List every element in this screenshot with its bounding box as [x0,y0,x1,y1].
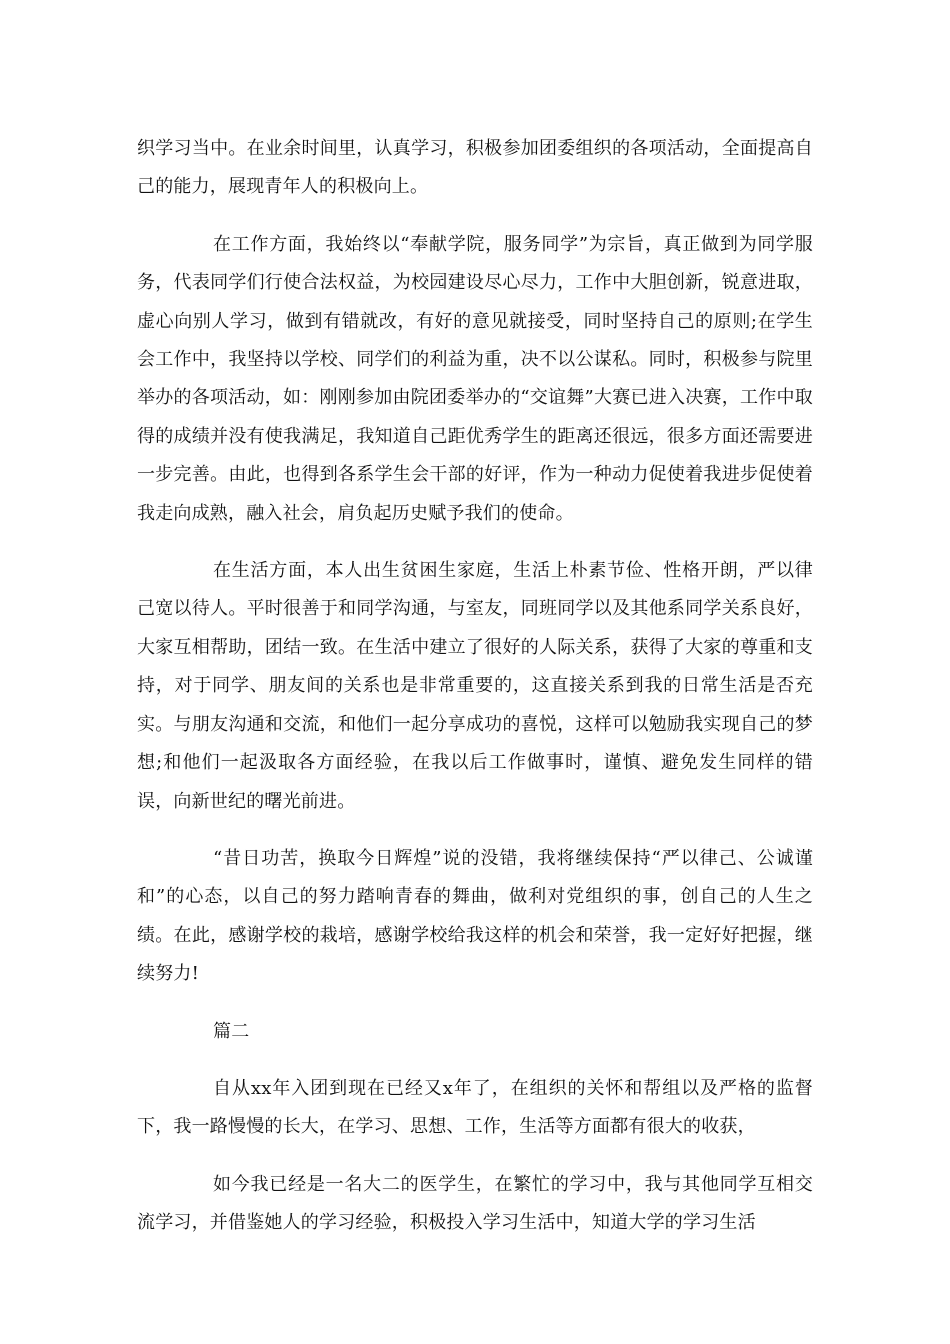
section-heading: 篇二 [213,1020,250,1042]
paragraph-work: 在工作方面，我始终以“奉献学院，服务同学”为宗旨，真正做到为同学服务，代表同学们行使合法权益，为校园建设尽心尽力，工作中大胆创新，锐意进取，虚心向别人学习，做到有错就改，有好的意见就接受，同时坚持自己的原则;在学生会工作中，我坚持以学校、同学们的利益为重，决不以公谋私。同时，积极参与院里举办的各项活动，如：刚刚参加由院团委举办的“交谊舞”大赛已进入决赛，工作中取得的成绩并没有使我满足，我知道自己距优秀学生的距离还很远，很多方面还需要进一步完善。由此，也得到各系学生会干部的好评，作为一种动力促使着我进步促使着我走向成熟，融入社会，肩负起历史赋予我们的使命。 [137,233,813,524]
paragraph-medical-student: 如今我已经是一名大二的医学生，在繁忙的学习中，我与其他同学互相交流学习，并借鉴她人的学习经验，积极投入学习生活中，知道大学的学习生活 [137,1173,813,1234]
document-body [137,130,813,1262]
paragraph-life: 在生活方面，本人出生贫困生家庭，生活上朴素节俭、性格开朗，严以律己宽以待人。平时很善于和同学沟通，与室友，同班同学以及其他系同学关系良好，大家互相帮助，团结一致。在生活中建立了很好的人际关系，获得了大家的尊重和支持，对于同学、朋友间的关系也是非常重要的，这直接关系到我的日常生活是否充实。与朋友沟通和交流，和他们一起分享成功的喜悦，这样可以勉励我实现自己的梦想;和他们一起汲取各方面经验，在我以后工作做事时，谨慎、避免发生同样的错误，向新世纪的曙光前进。 [137,560,813,812]
paragraph-continuation: 织学习当中。在业余时间里，认真学习，积极参加团委组织的各项活动，全面提高自己的能力，展现青年人的积极向上。 [137,138,813,198]
paragraph-league-years: 自从xx年入团到现在已经又x年了，在组织的关怀和帮组以及严格的监督下，我一路慢慢的长大，在学习、思想、工作，生活等方面都有很大的收获， [137,1077,813,1138]
paragraph-conclusion: “昔日功苦，换取今日辉煌”说的没错，我将继续保持“严以律己、公诚谨和”的心态，以自己的努力踏响青春的舞曲，做利对党组织的事，创自己的人生之绩。在此，感谢学校的栽培，感谢学校给我这样的机会和荣誉，我一定好好把握，继续努力! [137,847,813,985]
